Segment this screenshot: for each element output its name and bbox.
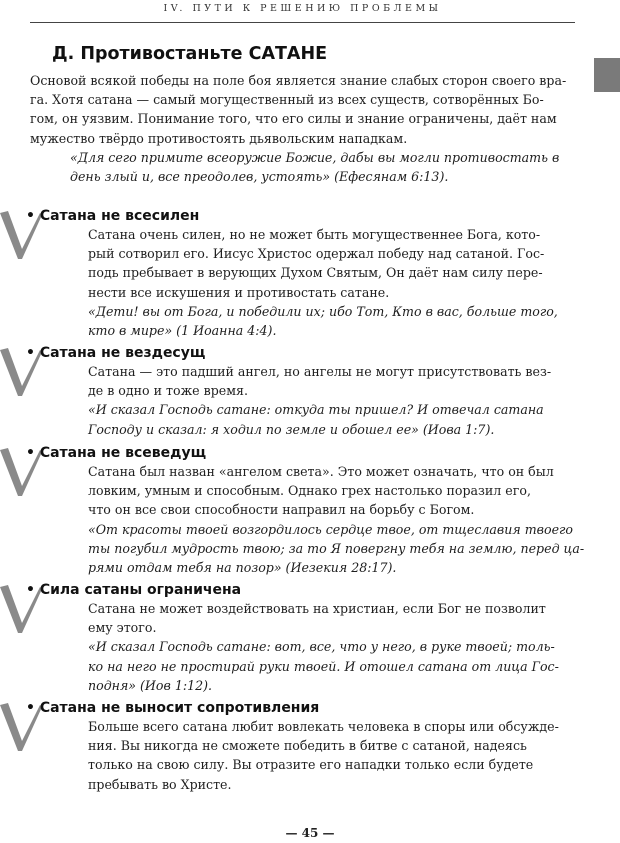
body-line: пребывать во Христе. xyxy=(88,776,232,792)
body-line: де в одно и тоже время. xyxy=(88,383,248,399)
intro-line: Основой всякой победы на поле боя является знание слабых сторон своего вра- xyxy=(30,73,567,88)
body-line: Сатана — это падший ангел, но ангелы не могут присутствовать вез- xyxy=(88,364,552,379)
scripture-quote-line: подня» (Иов 1:12). xyxy=(88,677,213,693)
scripture-quote-line: «И сказал Господь сатане: откуда ты пришел? И отвечал сатана xyxy=(88,402,544,418)
point-body xyxy=(88,462,585,577)
intro-quote-line: «Для сего примите всеоружие Божие, дабы вы могли противостать в xyxy=(70,150,560,165)
intro-line: мужество твёрдо противостоять дьявольским нападкам. xyxy=(30,130,408,146)
section-title: Д. Противостаньте САТАНЕ xyxy=(52,44,328,64)
body-line: ния. Вы никогда не сможете победить в битве с сатаной, надеясь xyxy=(88,738,527,754)
point-body xyxy=(88,225,578,340)
intro-line: гом, он уязвим. Понимание того, что его силы и знание ограничены, даёт нам xyxy=(30,111,557,127)
body-line: Сатана очень силен, но не может быть могущественнее Бога, кото- xyxy=(88,227,541,242)
body-line: ловким, умным и способным. Однако грех настолько поразил его, xyxy=(88,483,531,499)
scripture-quote-line: ко на него не простирай руки твоей. И отошел сатана от лица Гос- xyxy=(88,658,559,674)
point-title: • Сатана не всеведущ xyxy=(26,445,207,461)
scripture-quote-line: «От красоты твоей возгордилось сердце твое, от тщеславия твоего xyxy=(88,521,573,537)
running-head: IV. ПУТИ К РЕШЕНИЮ ПРОБЛЕМЫ xyxy=(163,3,442,14)
scripture-quote-line: кто в мире» (1 Иоанна 4:4). xyxy=(88,323,277,339)
point-title: • Сатана не выносит сопротивления xyxy=(26,700,320,716)
scripture-quote-line: рями отдам тебя на позор» (Иезекия 28:17). xyxy=(88,560,397,576)
point-body xyxy=(88,717,578,794)
point-body xyxy=(88,599,578,695)
body-line: только на свою силу. Вы отразите его нападки только если будете xyxy=(88,757,534,773)
body-line: Сатана был назван «ангелом света». Это может означать, что он был xyxy=(88,464,554,479)
scripture-quote-line: «Дети! вы от Бога, и победили их; ибо Тот, Кто в вас, больше того, xyxy=(88,303,558,319)
body-line: ему этого. xyxy=(88,620,157,636)
intro-quote xyxy=(70,148,580,186)
body-line: нести все искушения и противостать сатане. xyxy=(88,284,390,300)
intro-line: га. Хотя сатана — самый могущественный из всех существ, сотворённых Бо- xyxy=(30,92,544,108)
scripture-quote-line: ты погубил мудрость твою; за то Я повергну тебя на землю, перед ца- xyxy=(88,540,585,556)
point-title: • Сила сатаны ограничена xyxy=(26,582,242,598)
body-line: Больше всего сатана любит вовлекать человека в споры или обсужде- xyxy=(88,719,559,734)
page-number: — 45 — xyxy=(285,826,335,840)
intro-paragraph xyxy=(30,71,578,148)
point-title: • Сатана не вездесущ xyxy=(26,345,206,361)
thumb-index-tab xyxy=(594,58,620,92)
body-line: подь пребывает в верующих Духом Святым, Он даёт нам силу пере- xyxy=(88,265,543,281)
body-line: рый сотворил его. Иисус Христос одержал победу над сатаной. Гос- xyxy=(88,246,545,262)
body-line: Сатана не может воздействовать на христиан, если Бог не позволит xyxy=(88,601,546,616)
scripture-quote-line: «И сказал Господь сатане: вот, все, что у него, в руке твоей; толь- xyxy=(88,639,555,655)
intro-quote-line: день злый и, все преодолев, устоять» (Ефесянам 6:13). xyxy=(70,169,449,185)
point-body xyxy=(88,362,578,439)
point-title: • Сатана не всесилен xyxy=(26,208,200,224)
header-rule xyxy=(30,22,575,23)
body-line: что он все свои способности направил на борьбу с Богом. xyxy=(88,502,475,518)
scripture-quote-line: Господу и сказал: я ходил по земле и обошел ее» (Иова 1:7). xyxy=(88,421,495,437)
